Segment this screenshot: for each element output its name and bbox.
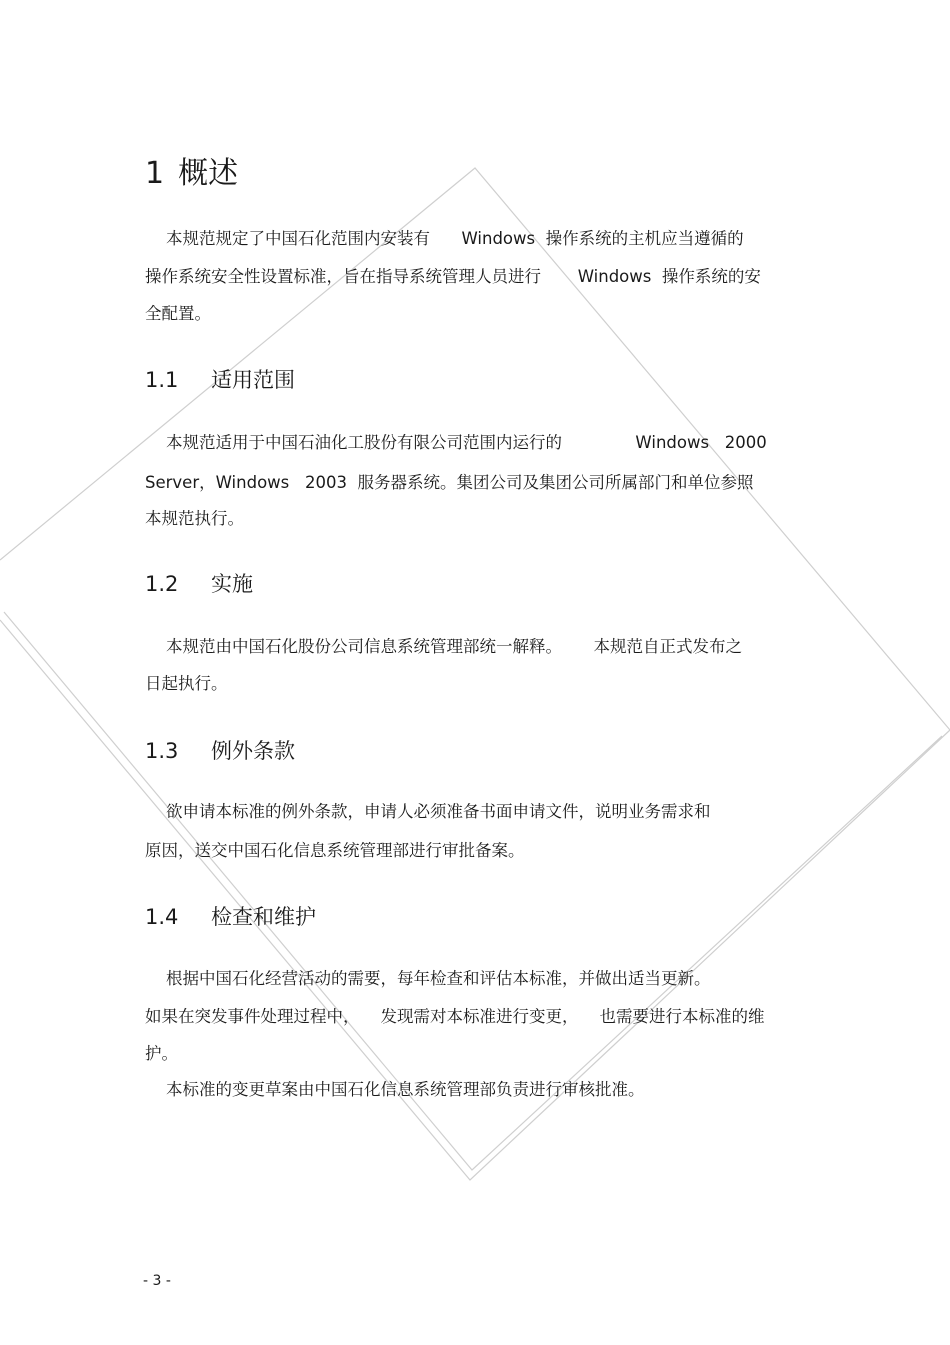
section-number: 1.1 [145,368,179,392]
section-1-4-line: 根据中国石化经营活动的需要，每年检查和评估本标准，并做出适当更新。 [145,969,711,988]
chapter-title [145,156,238,192]
page-number: - 3 - [143,1273,171,1289]
section-1-4-line: 如果在突发事件处理过程中， 发现需对本标准进行变更， 也需要进行本标准的维 [145,1007,765,1026]
section-heading-1-1 [145,366,295,394]
section-heading-1-3 [145,737,295,765]
section-title-text: 实施 [211,572,253,596]
section-heading-1-4 [145,903,316,931]
section-1-1-line: 本规范适用于中国石油化工股份有限公司范围内运行的 Windows 2000 [145,433,767,452]
intro-line: 全配置。 [145,304,211,323]
chapter-title-text: 概述 [178,156,239,191]
section-heading-1-2 [145,570,253,598]
intro-line: 本规范规定了中国石化范围内安装有 Windows 操作系统的主机应当遵循的 [145,229,744,248]
chapter-number: 1 [145,156,165,191]
section-1-1-line: Server，Windows 2003 服务器系统。集团公司及集团公司所属部门和单位参照 [145,473,754,492]
intro-line: 操作系统安全性设置标准，旨在指导系统管理人员进行 Windows 操作系统的安 [145,267,761,286]
section-title-text: 检查和维护 [211,905,316,929]
section-1-1-line: 本规范执行。 [145,509,244,528]
section-1-2-line: 日起执行。 [145,674,228,693]
section-1-4-line: 护。 [145,1044,178,1063]
section-title-text: 适用范围 [211,368,295,392]
section-1-2-line: 本规范由中国石化股份公司信息系统管理部统一解释。 本规范自正式发布之 [145,637,742,656]
section-1-3-line: 原因，送交中国石化信息系统管理部进行审批备案。 [145,841,525,860]
section-1-3-line: 欲申请本标准的例外条款，申请人必须准备书面申请文件，说明业务需求和 [145,802,711,821]
section-number: 1.2 [145,572,179,596]
section-1-4-line: 本标准的变更草案由中国石化信息系统管理部负责进行审核批准。 [145,1080,645,1099]
section-number: 1.3 [145,739,179,763]
section-title-text: 例外条款 [211,739,295,763]
section-number: 1.4 [145,905,179,929]
